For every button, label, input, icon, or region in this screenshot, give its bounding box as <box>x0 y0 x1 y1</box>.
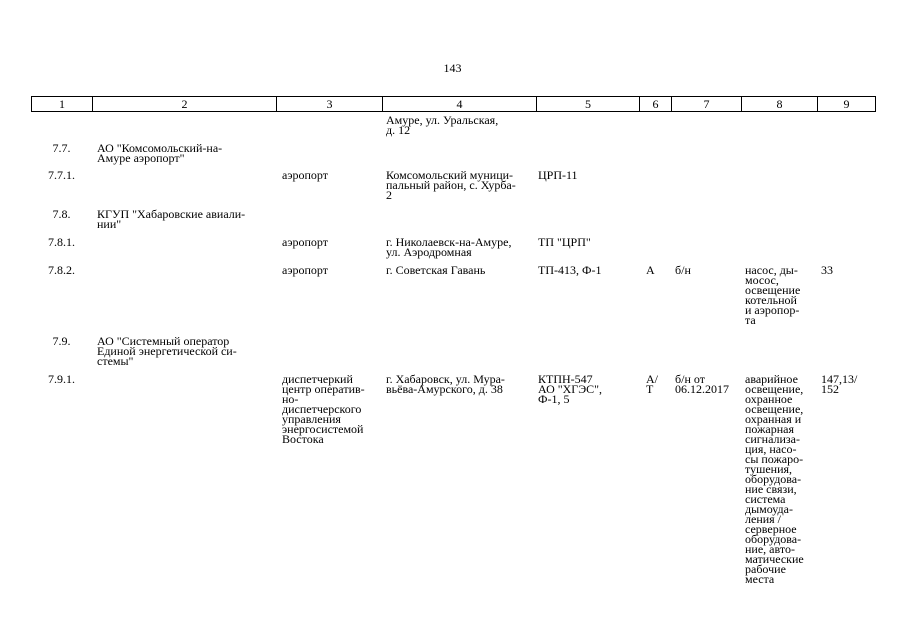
row-number: 7.7. <box>52 141 71 155</box>
object-type: диспетчеркий центр оператив- но- диспетчерского управления энергосистемой Востока <box>282 372 365 446</box>
page-number: 143 <box>443 61 462 75</box>
row-number: 7.7.1. <box>48 168 75 182</box>
agreement-number: б/н от 06.12.2017 <box>675 372 729 396</box>
header-col-5: 5 <box>536 96 639 112</box>
header-col-4: 4 <box>382 96 536 112</box>
carry-over-address: Амуре, ул. Уральская, д. 12 <box>386 113 499 137</box>
object-address: г. Советская Гавань <box>386 263 486 277</box>
object-type: аэропорт <box>282 235 328 249</box>
object-address: г. Хабаровск, ул. Мура- вьёва-Амурского, д. 38 <box>386 372 505 396</box>
power-source: ЦРП-11 <box>538 168 578 182</box>
power-source: ТП-413, Ф-1 <box>538 263 602 277</box>
header-col-1: 1 <box>31 96 92 112</box>
reliability-category: А <box>646 263 655 277</box>
header-col-2: 2 <box>92 96 276 112</box>
header-col-9: 9 <box>817 96 876 112</box>
row-number: 7.8.2. <box>48 263 75 277</box>
organization-name: АО "Комсомольский-на- Амуре аэропорт" <box>97 141 223 165</box>
object-address: г. Николаевск-на-Амуре, ул. Аэродромная <box>386 235 512 259</box>
header-col-8: 8 <box>741 96 817 112</box>
header-col-3: 3 <box>276 96 382 112</box>
agreement-number: б/н <box>675 263 691 277</box>
row-number: 7.9.1. <box>48 372 75 386</box>
consumers-list: аварийное освещение, охранное освещение, охранная и пожарная сигнализа- ция, насо- сы пожаро- тушения, оборудова- ние связи, система дымоуда- ления / серверное оборудова- ние, авто- матические рабочие места <box>745 372 804 586</box>
object-type: аэропорт <box>282 263 328 277</box>
object-type: аэропорт <box>282 168 328 182</box>
power-source: КТПН-547 АО "ХГЭС", Ф-1, 5 <box>538 372 603 406</box>
power-source: ТП "ЦРП" <box>538 235 591 249</box>
consumers-list: насос, ды- мосос, освещение котельной и аэропор- та <box>745 263 801 327</box>
object-address: Комсомольский муници- пальный район, с. Хурба- 2 <box>386 168 516 202</box>
load-value: 147,13/ 152 <box>821 372 858 396</box>
reliability-category: А/ Т <box>646 372 658 396</box>
header-col-7: 7 <box>671 96 741 112</box>
table-header <box>31 96 876 112</box>
header-col-6: 6 <box>639 96 671 112</box>
row-number: 7.9. <box>52 334 71 348</box>
load-value: 33 <box>821 263 833 277</box>
row-number: 7.8. <box>52 207 71 221</box>
organization-name: АО "Системный оператор Единой энергетической си- стемы" <box>97 334 237 368</box>
row-number: 7.8.1. <box>48 235 75 249</box>
organization-name: КГУП "Хабаровские авиали- нии" <box>97 207 246 231</box>
